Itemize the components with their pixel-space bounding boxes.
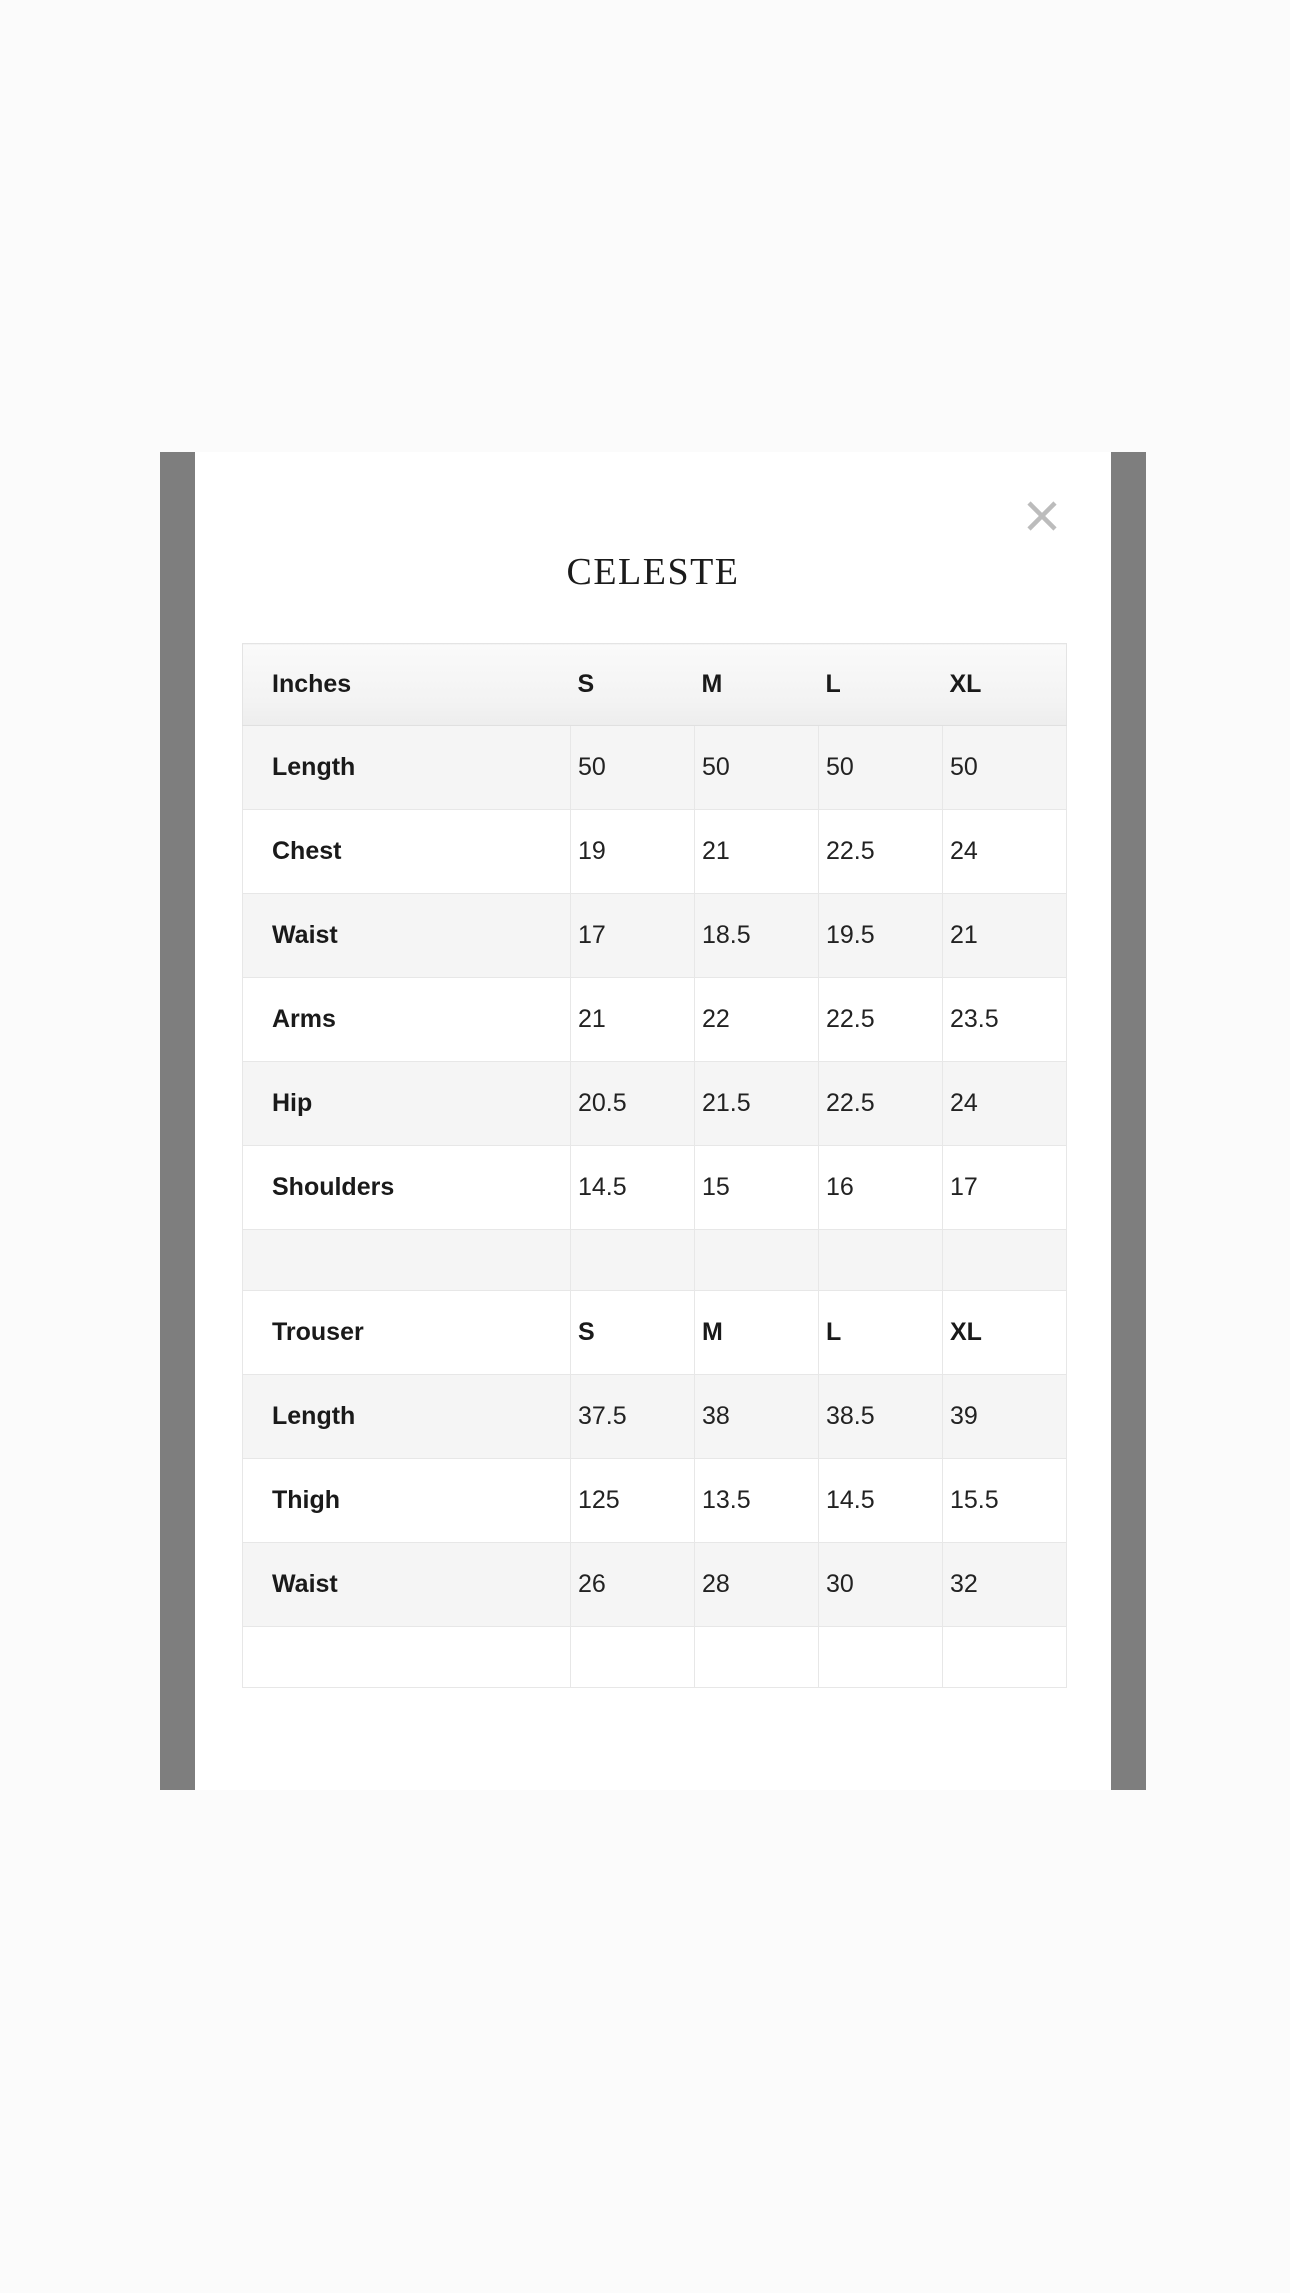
cell-value: 37.5	[571, 1375, 695, 1459]
table-row-chest	[243, 810, 1067, 894]
subheader-size-s: S	[571, 1291, 695, 1375]
header-cell-size-l: L	[819, 644, 943, 726]
subheader-label: Trouser	[243, 1291, 571, 1375]
cell-value: 26	[571, 1543, 695, 1627]
row-label: Waist	[243, 1543, 571, 1627]
cell-value: 16	[819, 1146, 943, 1230]
header-cell-size-s: S	[571, 644, 695, 726]
cell-value: 38.5	[819, 1375, 943, 1459]
close-button[interactable]	[1020, 494, 1064, 538]
table-spacer-row	[243, 1230, 1067, 1291]
table-row-thigh	[243, 1459, 1067, 1543]
subheader-size-m: M	[695, 1291, 819, 1375]
empty-cell	[571, 1230, 695, 1291]
table-row-trouser-length	[243, 1375, 1067, 1459]
table-row-length	[243, 726, 1067, 810]
empty-cell	[819, 1230, 943, 1291]
row-label: Length	[243, 726, 571, 810]
cell-value: 50	[943, 726, 1067, 810]
header-cell-size-m: M	[695, 644, 819, 726]
table-row-trouser-waist	[243, 1543, 1067, 1627]
row-label: Arms	[243, 978, 571, 1062]
cell-value: 21	[943, 894, 1067, 978]
cell-value: 50	[571, 726, 695, 810]
cell-value: 32	[943, 1543, 1067, 1627]
cell-value: 23.5	[943, 978, 1067, 1062]
table-header-row	[243, 644, 1067, 726]
cell-value: 13.5	[695, 1459, 819, 1543]
right-page-edge-bar	[1111, 452, 1146, 1790]
cell-value: 22.5	[819, 978, 943, 1062]
table-row-arms	[243, 978, 1067, 1062]
cell-value: 39	[943, 1375, 1067, 1459]
table-subheader-trouser	[243, 1291, 1067, 1375]
row-label: Chest	[243, 810, 571, 894]
subheader-size-xl: XL	[943, 1291, 1067, 1375]
table-row-hip	[243, 1062, 1067, 1146]
table-spacer-row	[243, 1627, 1067, 1688]
cell-value: 24	[943, 1062, 1067, 1146]
cell-value: 21.5	[695, 1062, 819, 1146]
empty-cell	[695, 1230, 819, 1291]
row-label: Length	[243, 1375, 571, 1459]
cell-value: 125	[571, 1459, 695, 1543]
cell-value: 19.5	[819, 894, 943, 978]
brand-title: CELESTE	[566, 551, 740, 593]
empty-cell	[695, 1627, 819, 1688]
empty-cell	[243, 1627, 571, 1688]
cell-value: 17	[943, 1146, 1067, 1230]
cell-value: 20.5	[571, 1062, 695, 1146]
cell-value: 21	[695, 810, 819, 894]
size-chart-modal	[195, 452, 1111, 1790]
cell-value: 50	[819, 726, 943, 810]
cell-value: 22.5	[819, 1062, 943, 1146]
empty-cell	[943, 1627, 1067, 1688]
cell-value: 22.5	[819, 810, 943, 894]
cell-value: 21	[571, 978, 695, 1062]
empty-cell	[243, 1230, 571, 1291]
cell-value: 28	[695, 1543, 819, 1627]
cell-value: 19	[571, 810, 695, 894]
cell-value: 15.5	[943, 1459, 1067, 1543]
row-label: Shoulders	[243, 1146, 571, 1230]
cell-value: 22	[695, 978, 819, 1062]
empty-cell	[571, 1627, 695, 1688]
subheader-size-l: L	[819, 1291, 943, 1375]
size-chart-container	[242, 643, 1066, 1688]
cell-value: 38	[695, 1375, 819, 1459]
cell-value: 14.5	[571, 1146, 695, 1230]
row-label: Waist	[243, 894, 571, 978]
table-row-shoulders	[243, 1146, 1067, 1230]
cell-value: 50	[695, 726, 819, 810]
left-page-edge-bar	[160, 452, 195, 1790]
cell-value: 18.5	[695, 894, 819, 978]
empty-cell	[943, 1230, 1067, 1291]
cell-value: 15	[695, 1146, 819, 1230]
close-icon	[1027, 501, 1057, 531]
empty-cell	[819, 1627, 943, 1688]
header-cell-size-xl: XL	[943, 644, 1067, 726]
cell-value: 24	[943, 810, 1067, 894]
table-row-waist	[243, 894, 1067, 978]
cell-value: 30	[819, 1543, 943, 1627]
header-cell-unit: Inches	[243, 644, 571, 726]
cell-value: 17	[571, 894, 695, 978]
size-chart-table	[242, 643, 1067, 1688]
row-label: Hip	[243, 1062, 571, 1146]
row-label: Thigh	[243, 1459, 571, 1543]
cell-value: 14.5	[819, 1459, 943, 1543]
